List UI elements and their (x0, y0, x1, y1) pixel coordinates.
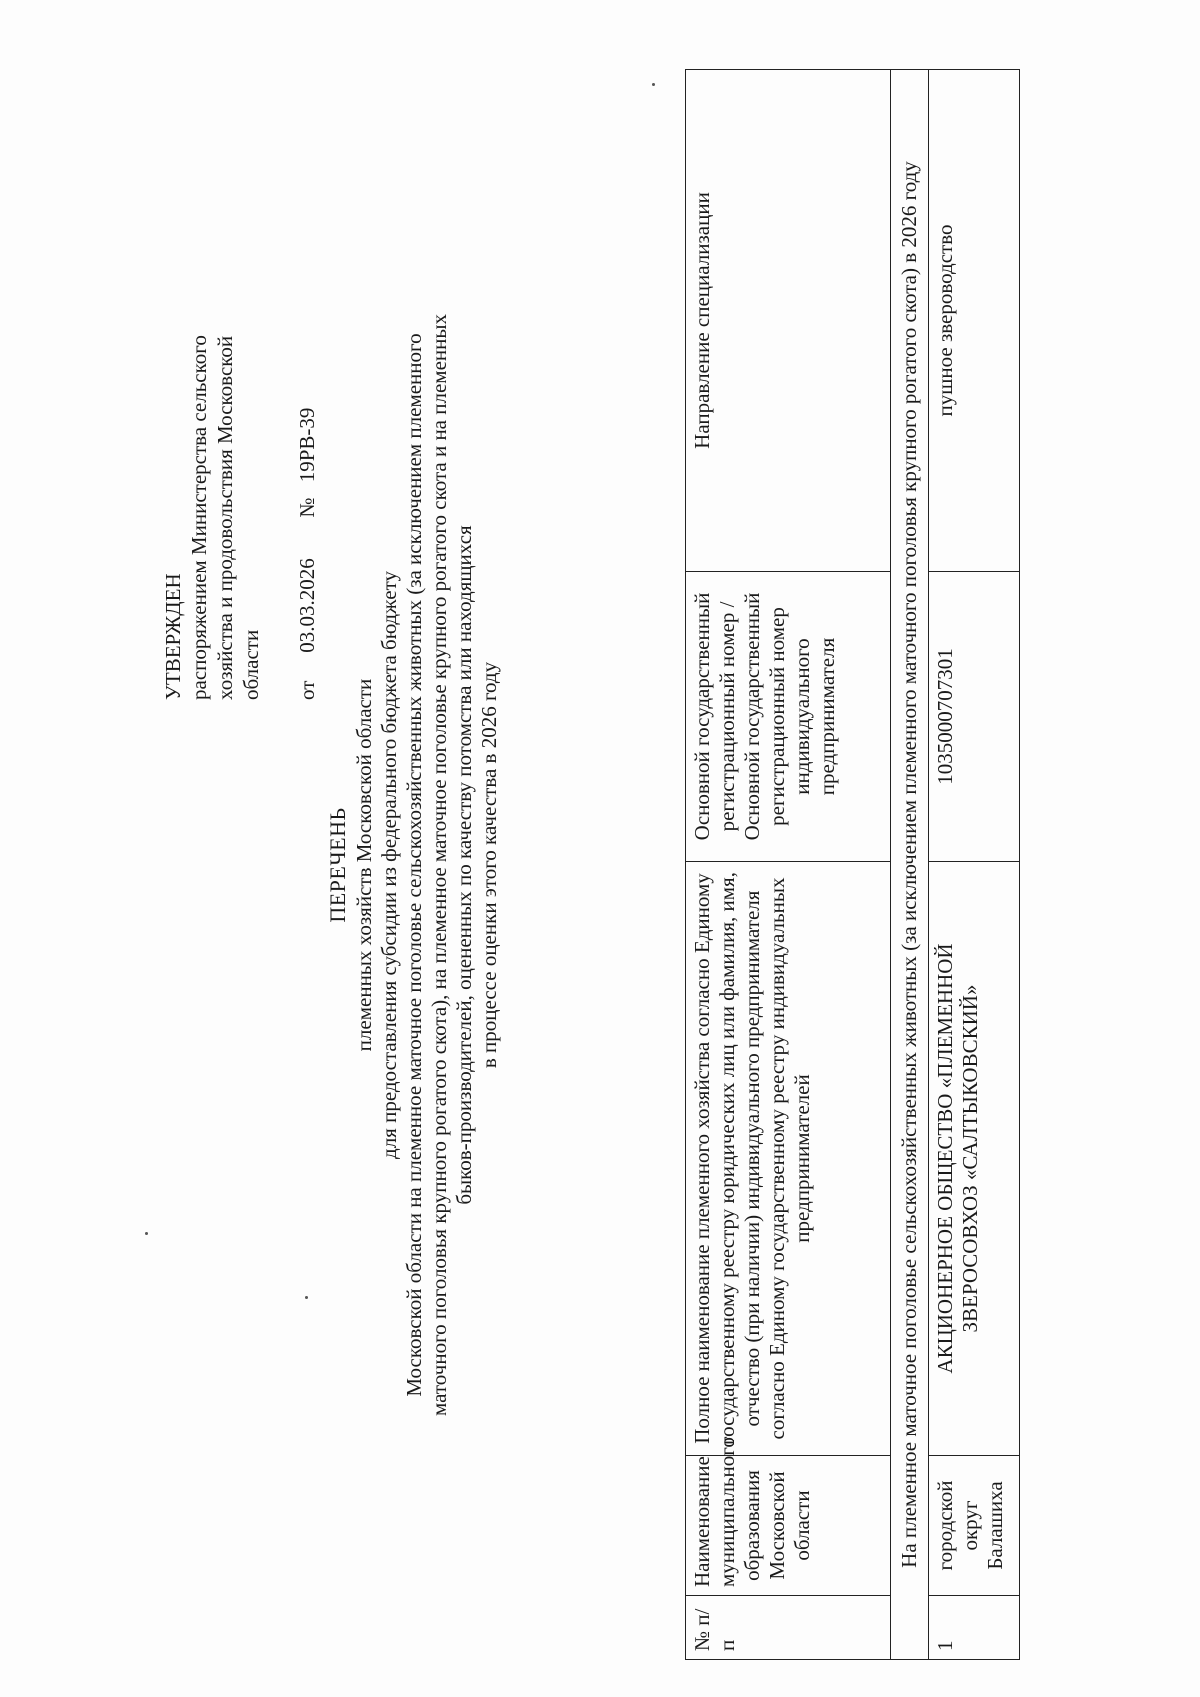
title-line: в процессе оценки этого качества в 2026 году (477, 661, 501, 1069)
title-line: племенных хозяйств Московской области (352, 678, 376, 1052)
header-ogrn: Основной государственный регистрационный номер / Основной государственный регистрационный номер индивидуального предпринимателя (686, 572, 891, 862)
title-line: для предоставления субсидии из федерального бюджета бюджету (377, 571, 401, 1159)
approval-text-line: распоряжением Министерства сельского (187, 335, 211, 700)
title-line: быков-производителей, оцененных по качеству потомства или находящихся (452, 525, 476, 1205)
cell-ogrn: 1035000707301 (929, 572, 1020, 862)
section-title: На племенное маточное поголовье сельскохозяйственных животных (за исключением племенного маточного поголовья крупного рогатого скота) в 2026 году (891, 70, 929, 1660)
number-sign: № (295, 497, 319, 518)
farms-table-wrapper (685, 70, 1020, 1660)
approval-title: УТВЕРЖДЕН (161, 573, 185, 700)
header-name: Полное наименование племенного хозяйства согласно Единому государственному реестру юридических лиц или фамилия, имя, отчество (при наличии) индивидуального предпринимателя согласно Единому государственному реестру индивидуальных предпринимателей (686, 862, 891, 1456)
document-title-block (325, 70, 502, 1660)
farms-table (685, 69, 1020, 1660)
cell-municipality: городской округ Балашиха (929, 1456, 1020, 1596)
header-num: № п/п (686, 1596, 891, 1660)
approval-number: 19РВ-39 (295, 407, 319, 483)
approval-date-line (294, 140, 320, 700)
title-line: Московской области на племенное маточное поголовье сельскохозяйственных животных (за исключением племенного (402, 333, 426, 1397)
document-sheet (140, 60, 1130, 1660)
title-line: маточного поголовья крупного рогатого скота), на племенное маточное поголовье крупного рогатого скота и на племенных (427, 314, 451, 1417)
date-prefix: от (295, 680, 319, 700)
scan-speck (652, 83, 655, 86)
scan-speck (305, 1296, 308, 1299)
header-direction: Направление специализации (686, 70, 891, 572)
table-row (929, 70, 1020, 1660)
approval-text-line: области (239, 629, 263, 700)
approval-text-line: хозяйства и продовольствия Московской (213, 335, 237, 700)
scan-speck (145, 1232, 148, 1235)
table-section-row (891, 70, 929, 1660)
cell-direction: пушное звероводство (929, 70, 1020, 572)
cell-name: АКЦИОНЕРНОЕ ОБЩЕСТВО «ПЛЕМЕННОЙ ЗВЕРОСОВХОЗ «САЛТЫКОВСКИЙ» (929, 862, 1020, 1456)
approval-block (160, 140, 320, 700)
approval-date: 03.03.2026 (295, 558, 319, 653)
table-header-row (686, 70, 891, 1660)
cell-num: 1 (929, 1596, 1020, 1660)
document-heading: ПЕРЕЧЕНЬ (325, 807, 350, 923)
header-municipality: Наименование муниципального образования Московской области (686, 1456, 891, 1596)
